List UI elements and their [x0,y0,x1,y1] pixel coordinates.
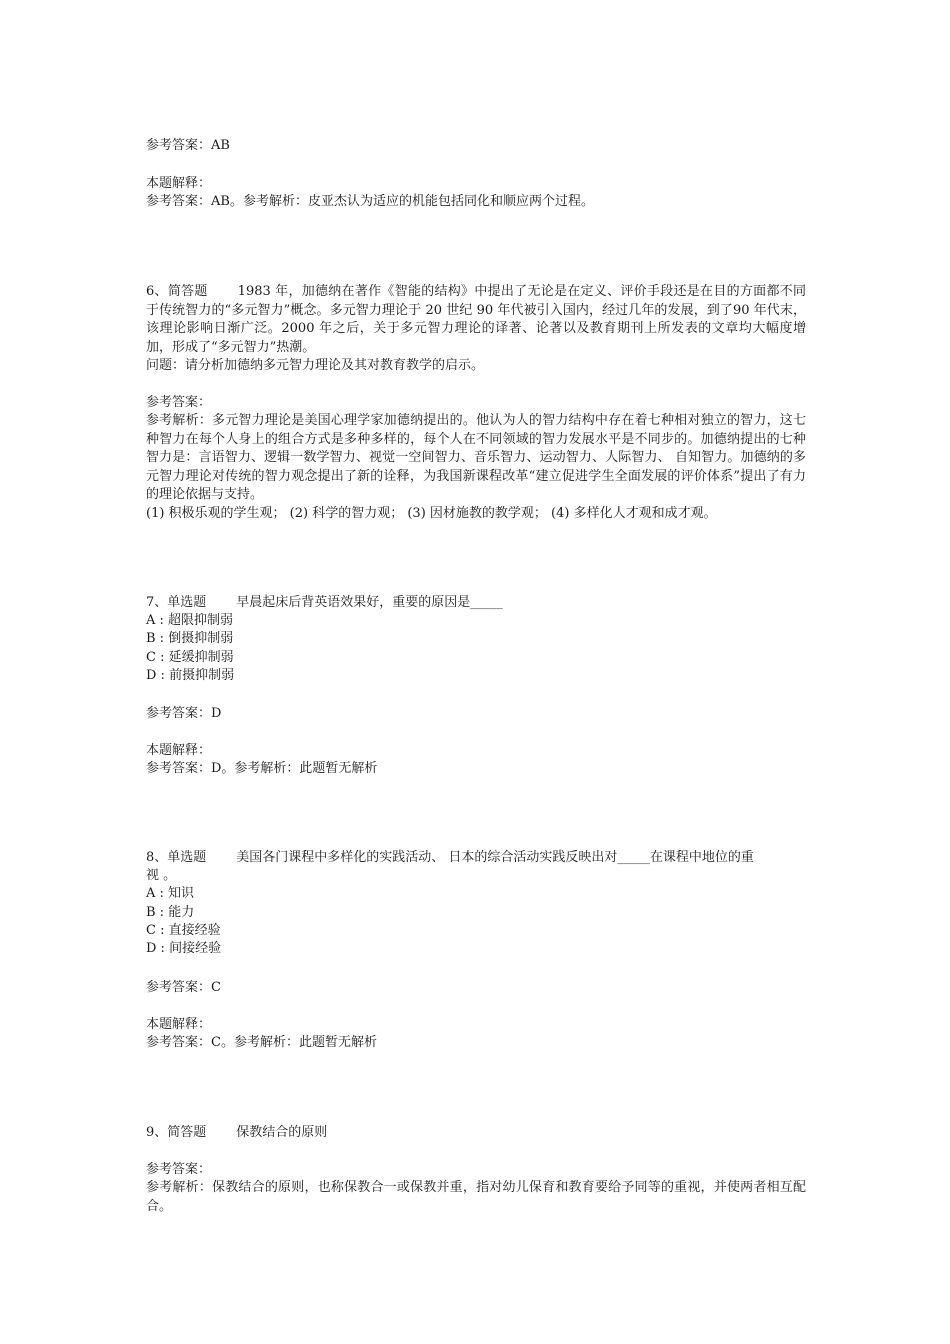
q9-header [146,1124,327,1142]
q8-stem-line1: 美国各门课程中多样化的实践活动、 日本的综合活动实践反映出对_____在课程中地位的重 [236,850,754,865]
q9-answer-label: 参考答案： [146,1162,212,1177]
q5-explain: 参考答案：AB。参考解析：皮亚杰认为适应的机能包括同化和顺应两个过程。 [146,194,594,209]
q8-option-a: A : 知识 [146,886,195,901]
q8-answer: 参考答案：C [146,980,221,995]
q9-number: 9、简答题 [146,1125,207,1140]
q9-analysis: 参考解析：保教结合的原则，也称保教合一或保教并重，指对幼儿保育和教育要给予同等的重视，并使两者相互配合。 [146,1180,806,1214]
q5-explain-label: 本题解释： [146,176,212,191]
q7-option-b: B : 倒摄抑制弱 [146,631,234,646]
q7-option-d: D : 前摄抑制弱 [146,668,235,683]
q7-answer: 参考答案：D [146,706,222,721]
q6-points: (1) 积极乐观的学生观； (2) 科学的智力观； (3) 因材施教的教学观； (4) 多样化人才观和成才观。 [146,506,717,521]
q6-answer-label: 参考答案： [146,395,212,410]
q7-stem: 早晨起床后背英语效果好，重要的原因是_____ [236,595,503,610]
q6-stem: 1983 年，加德纳在著作《智能的结构》中提出了无论是在定义、评价手段还是在目的方面都不同于传统智力的“多元智力”概念。多元智力理论于 20 世纪 90 年代被引入国内，经过几年的发展，到了90 年代末，该理论影响日渐广泛。2000 年之后，关于多元智力理论的译著、论著以及教育期刊上所发表的文章均大幅度增加，形成了“多元智力”热潮。 [146,284,806,355]
q8-option-b: B : 能力 [146,905,195,920]
q7-option-a: A : 超限抑制弱 [146,613,234,628]
q8-option-c: C : 直接经验 [146,923,221,938]
q7-option-c: C : 延缓抑制弱 [146,650,234,665]
q6-question: 问题：请分析加德纳多元智力理论及其对教育教学的启示。 [146,358,485,373]
q8-option-d: D : 间接经验 [146,941,222,956]
q7-explain: 参考答案：D。参考解析：此题暂无解析 [146,761,378,776]
q7-explain-label: 本题解释： [146,743,212,758]
q7-header [146,594,503,612]
q5-answer: 参考答案：AB [146,138,230,153]
q8-header [146,849,754,867]
q8-stem-line2: 视 。 [146,868,177,883]
q8-number: 8、单选题 [146,850,207,865]
q8-explain-label: 本题解释： [146,1017,212,1032]
q6-number: 6、简答题 [146,284,208,299]
q6-block [146,283,806,357]
q6-analysis: 参考解析：多元智力理论是美国心理学家加德纳提出的。他认为人的智力结构中存在着七种相对独立的智力，这七种智力在每个人身上的组合方式是多种多样的，每个人在不同领域的智力发展水平是不同步的。加德纳提出的七种智力是：言语智力、逻辑一数学智力、视觉一空间智力、音乐智力、运动智力、人际智力、 自知智力。加德纳的多元智力理论对传统的智力观念提出了新的诠释，为我国新课程改革“建立促进学生全面发展的评价体系”提出了有力的理论依据与支持。 [146,413,806,502]
q9-stem: 保教结合的原则 [236,1125,328,1140]
q8-explain: 参考答案：C。参考解析：此题暂无解析 [146,1035,377,1050]
q7-number: 7、单选题 [146,595,207,610]
